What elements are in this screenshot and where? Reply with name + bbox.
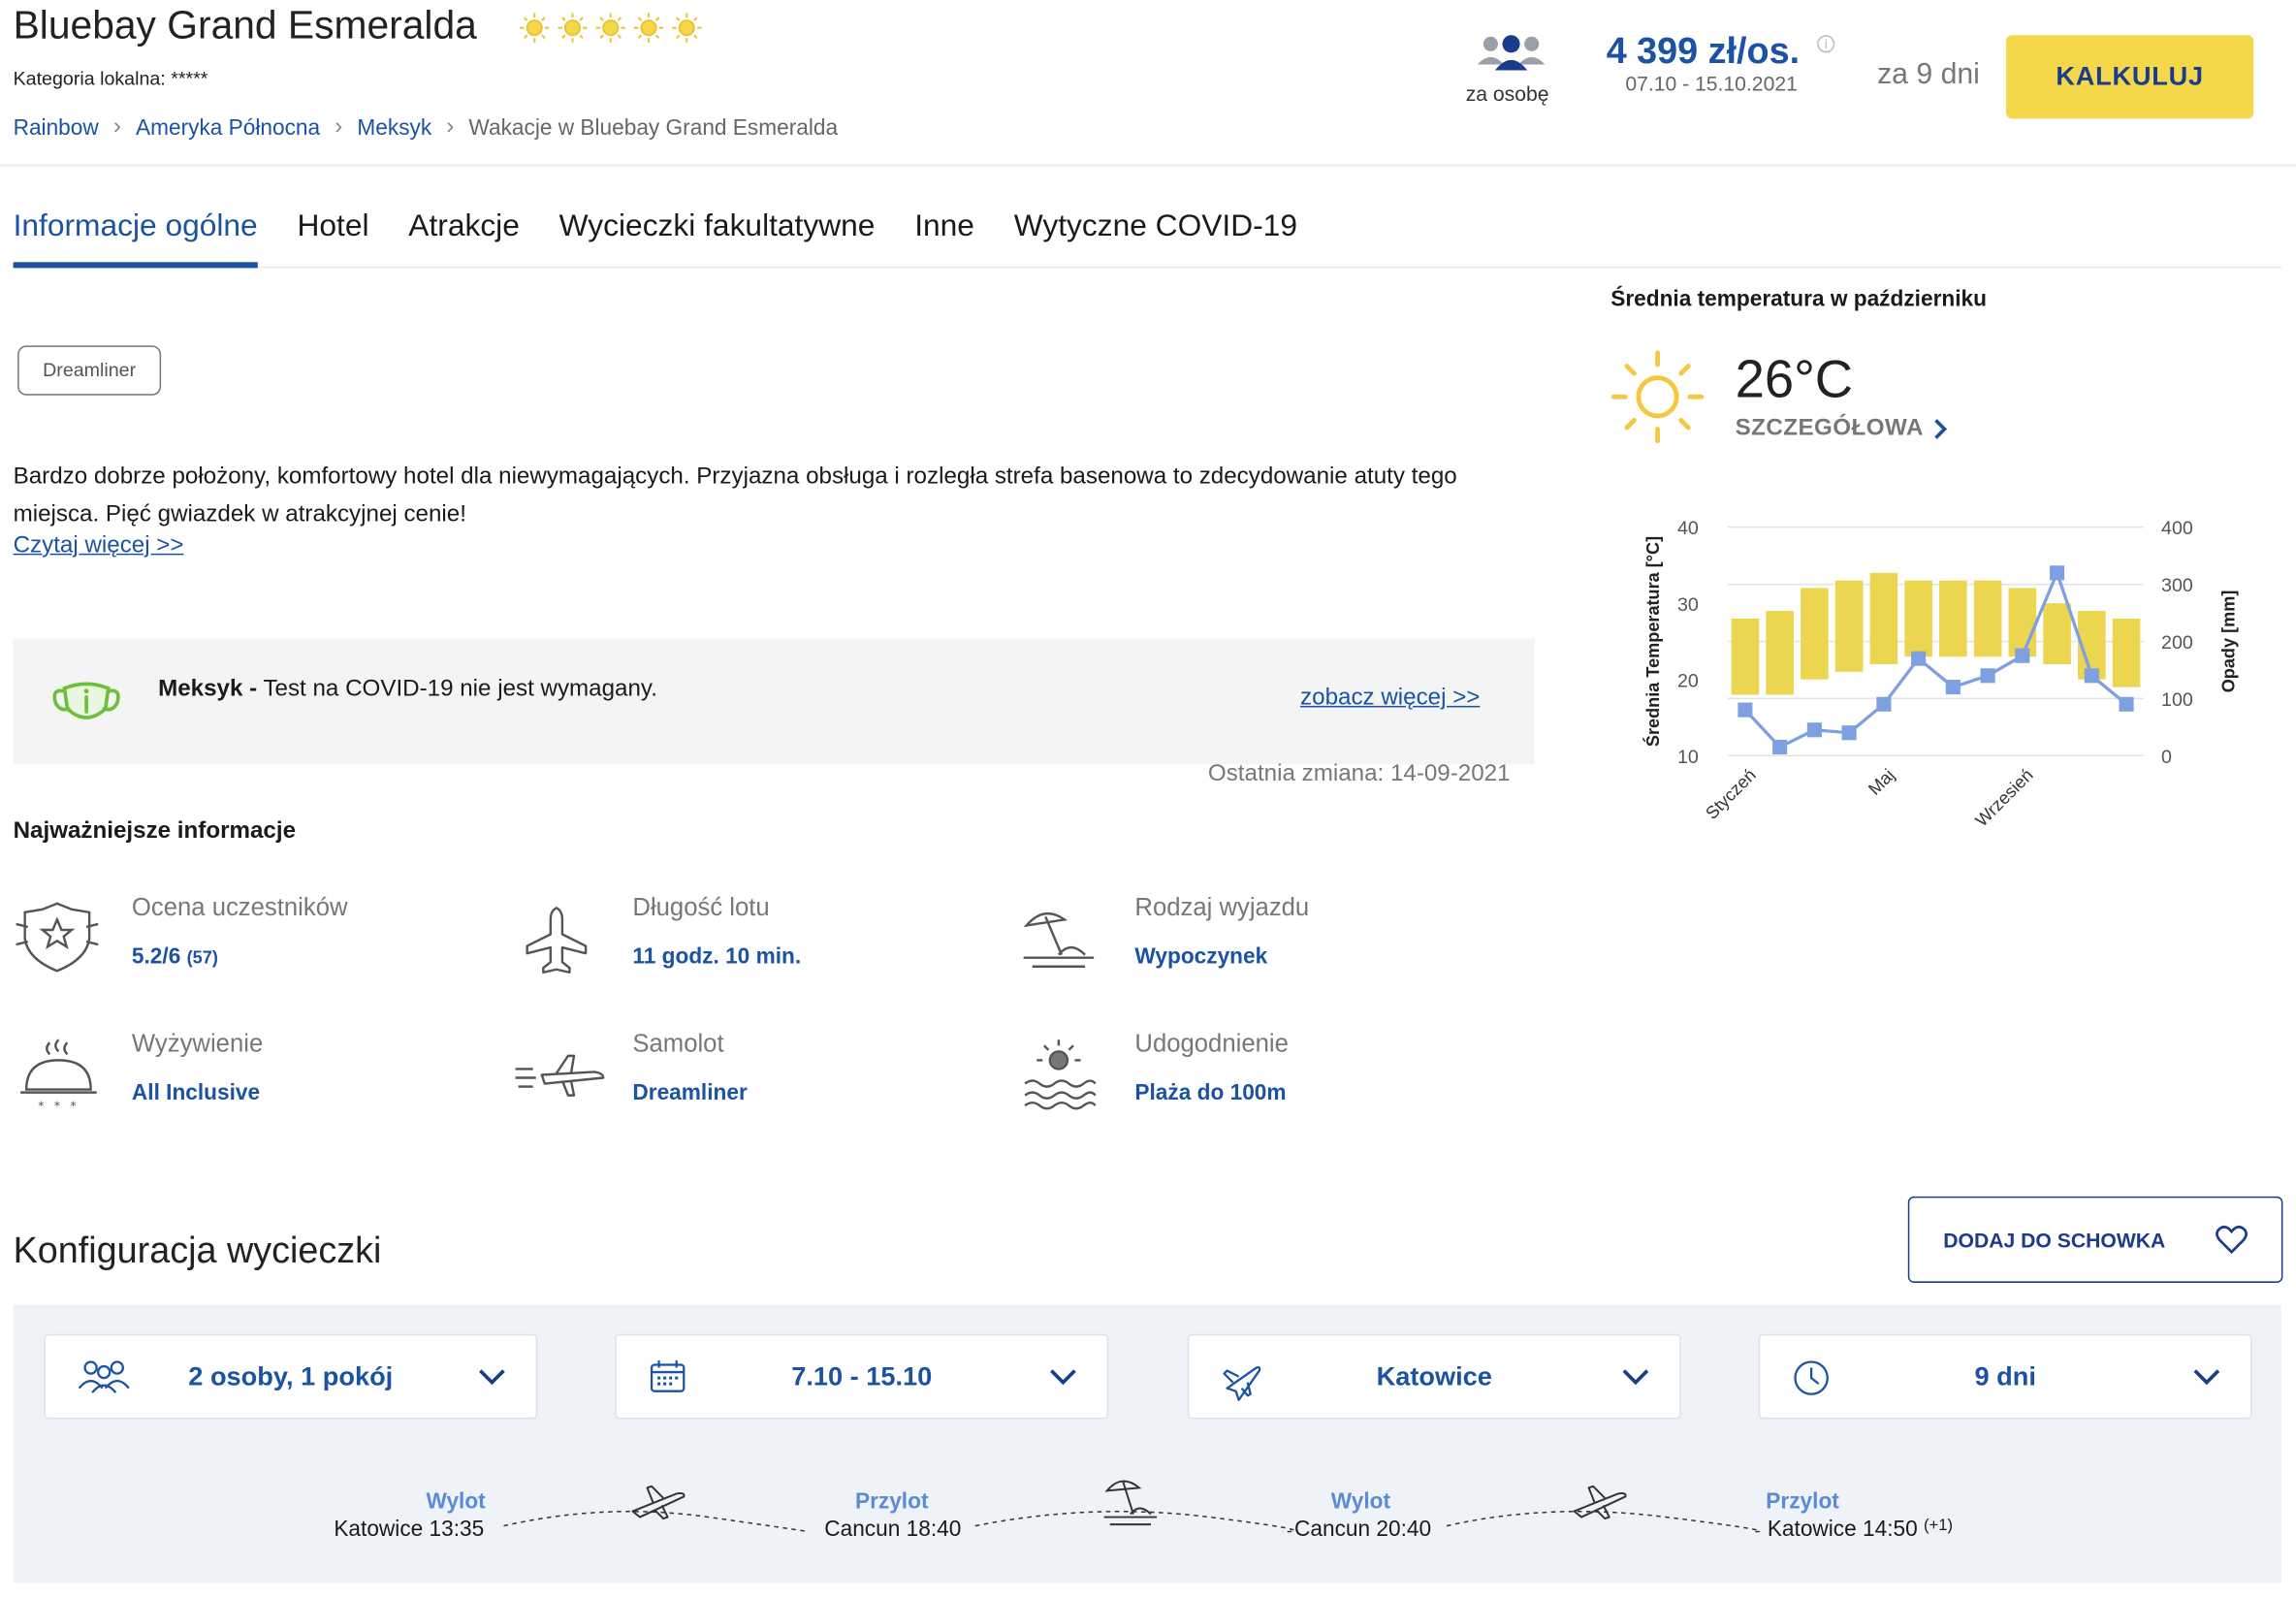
precipitation-point [1842,725,1857,740]
key-value-flight: 11 godz. 10 min. [632,944,802,970]
next-day-marker: (+1) [1924,1517,1954,1535]
hotel-title: Bluebay Grand Esmeralda [13,3,477,48]
tab-hotel[interactable]: Hotel [297,208,369,243]
price-dates: 07.10 - 15.10.2021 [1625,71,1798,96]
precipitation-point [1807,722,1822,737]
tab-other[interactable]: Inne [914,208,974,243]
rating-badge-icon [14,901,102,975]
calculate-button[interactable]: KALKULUJ [2006,35,2253,118]
chevron-down-icon [477,1368,506,1386]
weather-title: Średnia temperatura w październiku [1610,286,1987,312]
breadcrumb [14,114,839,141]
tab-covid[interactable]: Wytyczne COVID-19 [1013,208,1297,243]
key-label-rating: Ocena uczestników [131,893,348,921]
temperature-bar [1974,581,2002,657]
precipitation-point [1772,740,1787,754]
read-more-link[interactable]: Czytaj więcej >> [13,532,184,559]
chevron-right-icon: › [335,113,343,140]
plane-badge: Dreamliner [17,345,161,395]
rating-value: 5.2/6 [131,944,181,970]
tab-attractions[interactable]: Atrakcje [408,208,520,243]
last-change: Ostatnia zmiana: 14-09-2021 [1207,761,1511,786]
airplane-icon [522,905,591,975]
key-value-rating [132,944,218,970]
add-to-favorites-button[interactable] [1908,1197,2283,1283]
precipitation-point [1876,697,1891,712]
key-label-trip-type: Rodzaj wyjazdu [1134,893,1310,921]
temperature-bar [1732,619,1760,695]
y2-axis-title: Opady [mm] [2218,590,2239,693]
sun-icon [1608,347,1707,447]
y-tick-label: 10 [1676,746,1699,768]
temperature-bar [1835,581,1864,672]
food-cloche-icon [17,1037,100,1113]
local-category: Kategoria lokalna: ***** [13,67,208,90]
precipitation-point [1738,703,1752,718]
tab-bar [14,209,1297,244]
x-tick-label: Styczeń [1702,765,1760,823]
key-value-amenity: Plaża do 100m [1134,1080,1287,1106]
precipitation-point [2050,565,2064,580]
sun-sea-icon [1019,1037,1099,1110]
y2-tick-label: 400 [2161,518,2193,540]
beach-icon [1101,1470,1160,1528]
tab-general-info[interactable]: Informacje ogólne [13,208,258,243]
active-tab-indicator [14,262,258,268]
key-value-board: All Inclusive [131,1080,261,1106]
flight-label-outbound-departure: Wylot [426,1488,486,1515]
precipitation-point [2015,649,2029,663]
trip-length: za 9 dni [1877,58,1980,91]
per-person-label: za osobę [1465,81,1549,106]
mask-icon [49,674,123,732]
key-label-aircraft: Samolot [632,1029,724,1058]
y2-tick-label: 200 [2161,632,2193,655]
plane-side-icon [513,1048,607,1101]
sun-star-icon [594,12,626,44]
flight-value-return-departure: Cancun 20:40 [1294,1517,1432,1543]
flight-value-outbound-departure: Katowice 13:35 [334,1517,485,1543]
sun-star-icon [632,12,664,44]
y-axis-title: Średnia Temperatura [°C] [1643,535,1664,748]
chevron-down-icon [1621,1368,1650,1386]
chevron-down-icon [1048,1368,1077,1386]
x-tick-label: Wrzesień [1971,765,2037,831]
people-icon [1476,32,1546,76]
tab-optional-trips[interactable]: Wycieczki fakultatywne [558,208,876,243]
chevron-right-icon: › [112,113,121,140]
breadcrumb-north-america[interactable]: Ameryka Północna [136,114,321,141]
departure-plane-icon [629,1482,687,1519]
covid-message: Test na COVID-19 nie jest wymagany. [257,676,657,702]
hotel-rating [519,12,703,44]
precipitation-point [2120,697,2134,712]
return-plane-icon [1571,1482,1629,1519]
precipitation-point [1911,652,1926,666]
chevron-down-icon [2192,1368,2221,1386]
key-info-title: Najważniejsze informacje [13,818,297,844]
chevron-right-icon: › [446,113,455,140]
breadcrumb-rainbow[interactable]: Rainbow [13,114,99,141]
y2-tick-label: 0 [2161,746,2172,768]
breadcrumb-current: Wakacje w Bluebay Grand Esmeralda [468,114,839,141]
price: 4 399 zł/os. [1606,30,1801,72]
duration-value: 9 dni [1974,1361,2036,1391]
svg-text:*: * [53,1099,60,1113]
key-value-aircraft: Dreamliner [632,1080,748,1106]
key-value-trip-type: Wypoczynek [1134,944,1268,970]
precipitation-point [2085,668,2099,683]
temperature-bar [2009,588,2037,656]
y-tick-label: 20 [1676,670,1699,692]
temperature-bar [2043,603,2071,664]
travelers-select[interactable] [44,1334,537,1420]
key-label-flight: Długość lotu [632,893,770,921]
hotel-description: Bardzo dobrze położony, komfortowy hotel dla niewymagających. Przyjazna obsługa i rozległa strefa basenowa to zdecydowanie atuty tego miejsca. Pięć gwiazdek w atrakcyjnej cenie! [13,463,1457,527]
heart-icon [2216,1225,2248,1254]
y-tick-label: 30 [1676,593,1699,616]
temperature-bar [1939,581,1967,657]
x-tick-label: Maj [1865,765,1898,799]
key-label-board: Wyżywienie [131,1029,264,1058]
config-title: Konfiguracja wycieczki [13,1230,382,1271]
covid-country: Meksyk - [158,676,258,702]
dates-value: 7.10 - 15.10 [791,1361,933,1391]
flight-label-outbound-arrival: Przylot [854,1488,929,1515]
info-icon[interactable]: i [1817,35,1834,52]
svg-text:*: * [38,1099,45,1113]
chevron-right-icon [1932,417,1947,440]
beach-umbrella-icon [1021,905,1098,975]
precipitation-point [1981,668,1995,683]
temperature-bar [1766,611,1794,694]
travelers-value: 2 osoby, 1 pokój [188,1361,394,1391]
return-arrival-time: Katowice 14:50 [1767,1517,1918,1543]
flight-value-outbound-arrival: Cancun 18:40 [824,1517,962,1543]
temperature-bar [1904,581,1932,657]
flight-label-return-arrival: Przylot [1766,1488,1839,1515]
sun-star-icon [671,12,703,44]
climate-chart [1628,497,2257,834]
temperature-value: 26°C [1735,348,1854,409]
rating-count: (57) [186,947,218,969]
flight-value-return-arrival [1768,1518,1953,1543]
svg-text:*: * [70,1099,77,1113]
temperature-bar [2113,619,2141,687]
tabs-divider [14,267,2281,269]
y2-tick-label: 100 [2161,688,2193,711]
covid-text [158,677,657,703]
dates-select[interactable] [615,1334,1108,1420]
sun-star-icon [557,12,589,44]
temperature-bar [1801,588,1829,679]
detailed-weather-link[interactable] [1736,416,1947,442]
detailed-weather-label: SZCZEGÓŁOWA [1735,415,1924,441]
flight-label-return-departure: Wylot [1330,1488,1391,1515]
y-tick-label: 40 [1676,518,1699,540]
covid-more-link[interactable]: zobacz więcej >> [1300,685,1481,711]
header-divider [0,164,2296,167]
sun-star-icon [519,12,551,44]
add-to-favorites-label: DODAJ DO SCHOWKA [1943,1228,2166,1252]
breadcrumb-mexico[interactable]: Meksyk [357,114,432,141]
temperature-bar [1870,573,1898,664]
departure-select[interactable] [1188,1334,1681,1420]
duration-select[interactable] [1759,1334,2252,1420]
precipitation-point [1946,680,1961,694]
key-label-amenity: Udogodnienie [1134,1029,1289,1058]
y2-tick-label: 300 [2161,575,2193,597]
departure-value: Katowice [1376,1361,1492,1391]
